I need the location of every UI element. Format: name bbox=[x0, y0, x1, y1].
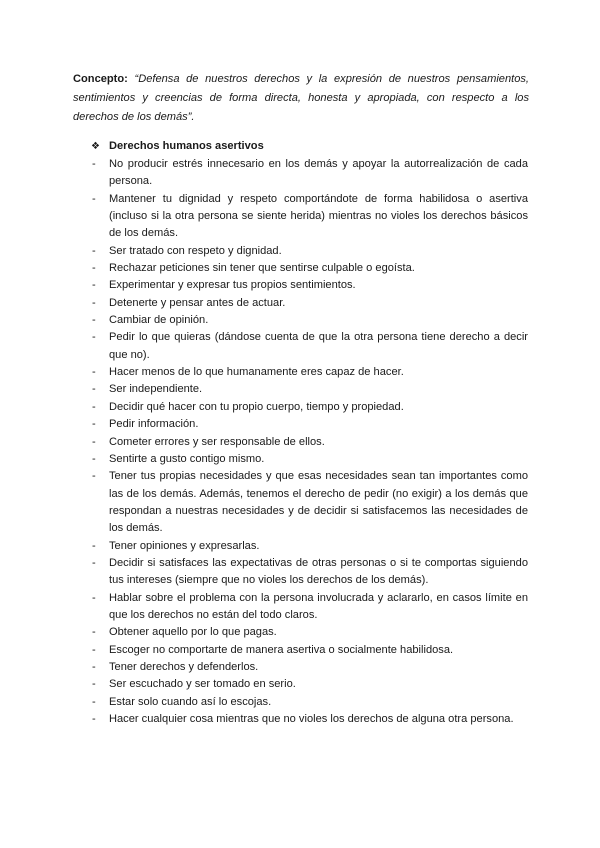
dash-bullet: - bbox=[92, 158, 96, 170]
dash-bullet: - bbox=[92, 262, 96, 275]
dash-bullet: - bbox=[92, 279, 96, 292]
dash-bullet: - bbox=[92, 244, 96, 257]
list-item-text: Pedir lo que quieras (dándose cuenta de que la otra persona tiene derecho a decir que no). bbox=[109, 331, 528, 361]
list-item bbox=[92, 156, 528, 191]
list-item bbox=[92, 416, 528, 433]
list-item bbox=[92, 295, 528, 312]
dash-bullet: - bbox=[92, 400, 96, 413]
list-item bbox=[92, 329, 528, 364]
section-heading bbox=[91, 138, 264, 155]
dash-bullet: - bbox=[92, 314, 96, 327]
concept-label: Concepto: bbox=[73, 73, 128, 85]
dash-bullet: - bbox=[92, 591, 96, 604]
dash-bullet: - bbox=[92, 452, 96, 465]
dash-bullet: - bbox=[92, 539, 96, 552]
dash-bullet: - bbox=[92, 435, 96, 448]
list-item bbox=[92, 538, 528, 555]
concept-paragraph bbox=[73, 70, 529, 128]
list-item-text: Hacer cualquier cosa mientras que no violes los derechos de alguna otra persona. bbox=[109, 713, 514, 725]
list-item bbox=[92, 590, 528, 625]
list-item-text: No producir estrés innecesario en los demás y apoyar la autorrealización de cada persona. bbox=[109, 158, 528, 188]
dash-bullet: - bbox=[92, 366, 96, 379]
list-item bbox=[92, 312, 528, 329]
list-item-text: Ser tratado con respeto y dignidad. bbox=[109, 244, 282, 257]
list-item bbox=[92, 364, 528, 381]
list-item-text: Hacer menos de lo que humanamente eres capaz de hacer. bbox=[109, 366, 404, 379]
list-item-text: Ser independiente. bbox=[109, 383, 203, 396]
list-item-text: Ser escuchado y ser tomado en serio. bbox=[109, 678, 296, 691]
list-item bbox=[92, 659, 528, 676]
dash-bullet: - bbox=[92, 695, 96, 708]
list-item-text: Pedir información. bbox=[109, 418, 199, 431]
diamond-bullet-icon: ❖ bbox=[91, 141, 100, 152]
dash-bullet: - bbox=[92, 713, 96, 725]
list-item bbox=[92, 381, 528, 398]
list-item bbox=[92, 260, 528, 277]
list-item bbox=[92, 676, 528, 693]
list-item-text: Estar solo cuando así lo escojas. bbox=[109, 695, 272, 708]
list-item bbox=[92, 434, 528, 451]
list-item-text: Hablar sobre el problema con la persona involucrada y aclararlo, en casos límite en que los derechos no están del todo claros. bbox=[109, 591, 528, 621]
list-item-text: Tener opiniones y expresarlas. bbox=[109, 539, 260, 552]
dash-bullet: - bbox=[92, 556, 96, 569]
dash-bullet: - bbox=[92, 192, 96, 205]
list-item bbox=[92, 624, 528, 641]
dash-bullet: - bbox=[92, 626, 96, 639]
dash-bullet: - bbox=[92, 418, 96, 431]
list-item-text: Experimentar y expresar tus propios sentimientos. bbox=[109, 279, 356, 292]
list-item bbox=[92, 399, 528, 416]
list-item bbox=[92, 451, 528, 468]
list-item bbox=[92, 468, 528, 537]
list-item bbox=[92, 711, 528, 728]
list-item bbox=[92, 642, 528, 659]
dash-bullet: - bbox=[92, 383, 96, 396]
list-item bbox=[92, 243, 528, 260]
list-item bbox=[92, 191, 528, 243]
list-item-text: Escoger no comportarte de manera asertiva o socialmente habilidosa. bbox=[109, 643, 454, 656]
list-item-text: Decidir si satisfaces las expectativas de otras personas o si te comportas siguiendo tus intereses (siempre que no violes los derechos de los demás). bbox=[109, 556, 528, 587]
list-item-text: Decidir qué hacer con tu propio cuerpo, tiempo y propiedad. bbox=[109, 400, 404, 413]
dash-bullet: - bbox=[92, 296, 96, 309]
list-item-text: Mantener tu dignidad y respeto comportándote de forma habilidosa o asertiva (incluso si la otra persona se siente herida) mientras no violes los derechos básicos de los demás. bbox=[109, 192, 528, 240]
list-item-text: Tener tus propias necesidades y que esas necesidades sean tan importantes como las de los demás. Además, tenemos el derecho de pedir (no exigir) a los demás que respondan a nuestras necesidades y de decidir si satisfacemos las necesidades de los demás. bbox=[109, 470, 528, 535]
list-item-text: Cambiar de opinión. bbox=[109, 314, 209, 327]
dash-bullet: - bbox=[92, 331, 96, 344]
dash-bullet: - bbox=[92, 470, 96, 483]
concept-definition: “Defensa de nuestros derechos y la expresión de nuestros pensamientos, sentimientos y creencias de forma directa, honesta y apropiada, con respecto a los derechos de los demás”. bbox=[73, 73, 529, 124]
list-item-text: Rechazar peticiones sin tener que sentirse culpable o egoísta. bbox=[109, 262, 415, 275]
section-title: Derechos humanos asertivos bbox=[109, 140, 264, 152]
list-item bbox=[92, 555, 528, 590]
list-item bbox=[92, 694, 528, 711]
rights-list bbox=[92, 156, 528, 728]
list-item bbox=[92, 277, 528, 294]
list-item-text: Sentirte a gusto contigo mismo. bbox=[109, 452, 265, 465]
list-item-text: Detenerte y pensar antes de actuar. bbox=[109, 296, 286, 309]
dash-bullet: - bbox=[92, 660, 96, 673]
dash-bullet: - bbox=[92, 678, 96, 691]
list-item-text: Obtener aquello por lo que pagas. bbox=[109, 626, 277, 639]
dash-bullet: - bbox=[92, 643, 96, 656]
list-item-text: Cometer errores y ser responsable de ellos. bbox=[109, 435, 325, 448]
list-item-text: Tener derechos y defenderlos. bbox=[109, 660, 259, 673]
